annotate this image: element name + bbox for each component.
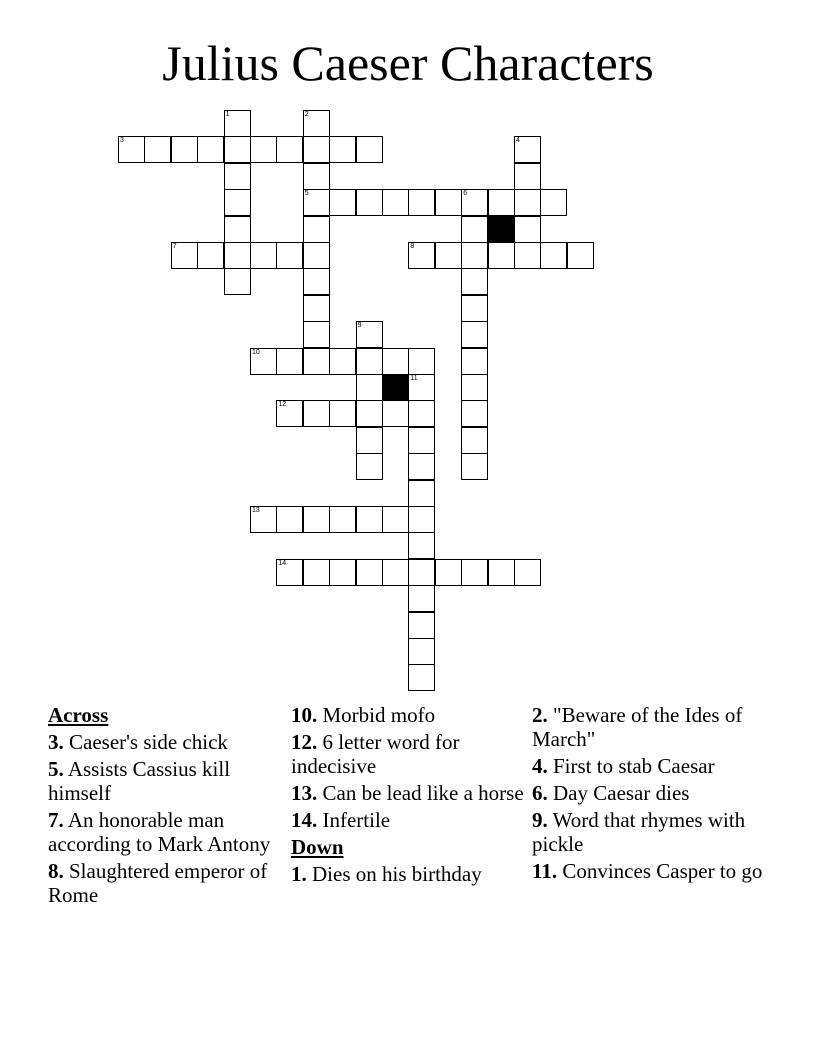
cell-number: 3 — [120, 137, 124, 145]
grid-cell[interactable] — [250, 136, 277, 163]
clue-column-1 — [48, 703, 286, 910]
clue-across-10: 10. Morbid mofo — [291, 703, 436, 727]
grid-cell[interactable] — [276, 559, 303, 586]
grid-cell[interactable] — [224, 136, 251, 163]
grid-cell[interactable] — [488, 189, 515, 216]
black-cell — [382, 374, 409, 401]
grid-cell[interactable] — [303, 242, 330, 269]
grid-cell[interactable] — [224, 110, 251, 137]
grid-cell[interactable] — [461, 559, 488, 586]
grid-cell[interactable] — [461, 321, 488, 348]
grid-cell[interactable] — [303, 400, 330, 427]
grid-cell[interactable] — [461, 400, 488, 427]
clue-column-3 — [532, 703, 768, 886]
grid-cell[interactable] — [461, 453, 488, 480]
down-heading: Down — [291, 835, 344, 859]
grid-cell[interactable] — [408, 400, 435, 427]
grid-cell[interactable] — [171, 136, 198, 163]
clue-across-3: 3. Caeser's side chick — [48, 730, 228, 754]
grid-cell[interactable] — [514, 163, 541, 190]
cell-number: 5 — [304, 190, 309, 198]
grid-cell[interactable] — [382, 348, 409, 375]
grid-cell[interactable] — [329, 189, 356, 216]
grid-cell[interactable] — [356, 321, 383, 348]
grid-cell[interactable] — [303, 506, 330, 533]
grid-cell[interactable] — [356, 559, 383, 586]
grid-cell[interactable] — [461, 295, 488, 322]
grid-cell[interactable] — [276, 506, 303, 533]
across-heading: Across — [48, 703, 109, 727]
grid-cell[interactable] — [435, 559, 462, 586]
cell-number: 4 — [516, 137, 520, 145]
cell-number: 12 — [278, 401, 287, 409]
grid-cell[interactable] — [303, 321, 330, 348]
grid-cell[interactable] — [276, 242, 303, 269]
grid-cell[interactable] — [356, 506, 383, 533]
grid-cell[interactable] — [224, 242, 251, 269]
grid-cell[interactable] — [488, 559, 515, 586]
clue-down-1: 1. Dies on his birthday — [291, 862, 482, 886]
grid-cell[interactable] — [408, 532, 435, 559]
grid-cell[interactable] — [303, 216, 330, 243]
grid-cell[interactable] — [303, 110, 330, 137]
grid-cell[interactable] — [144, 136, 171, 163]
grid-cell[interactable] — [276, 400, 303, 427]
cell-number: 8 — [410, 243, 415, 250]
grid-cell[interactable] — [329, 559, 356, 586]
grid-cell[interactable] — [435, 189, 462, 216]
puzzle-title: Julius Caeser Characters — [162, 35, 654, 91]
clue-across-7: 7. An honorable man according to Mark Antony — [48, 808, 271, 856]
grid-cell[interactable] — [408, 374, 435, 401]
grid-cell[interactable] — [303, 268, 330, 295]
grid-cell[interactable] — [197, 136, 224, 163]
cell-number: 11 — [410, 375, 418, 382]
grid-cell[interactable] — [382, 506, 409, 533]
grid-cell[interactable] — [303, 163, 330, 190]
grid-cell[interactable] — [329, 506, 356, 533]
grid-cell[interactable] — [408, 559, 435, 586]
grid-cell[interactable] — [382, 189, 409, 216]
grid-cell[interactable] — [408, 585, 435, 612]
clue-down-2: 2. "Beware of the Ides of March" — [532, 703, 743, 751]
cell-number: 14 — [278, 559, 287, 567]
grid-cell[interactable] — [303, 295, 330, 322]
grid-cell[interactable] — [514, 559, 541, 586]
grid-cell[interactable] — [250, 506, 277, 533]
grid-cell[interactable] — [303, 559, 330, 586]
grid-cell[interactable] — [408, 242, 435, 269]
cell-number: 7 — [172, 243, 177, 250]
grid-cell[interactable] — [118, 136, 145, 163]
grid-cell[interactable] — [171, 242, 198, 269]
cell-number: 6 — [463, 190, 468, 198]
grid-cell[interactable] — [382, 400, 409, 427]
black-cell — [488, 216, 515, 243]
grid-cell[interactable] — [514, 189, 541, 216]
grid-cell[interactable] — [276, 348, 303, 375]
grid-cell[interactable] — [356, 453, 383, 480]
clue-down-6: 6. Day Caesar dies — [532, 781, 690, 805]
grid-cell[interactable] — [514, 242, 541, 269]
grid-cell[interactable] — [329, 348, 356, 375]
grid-cell[interactable] — [356, 427, 383, 454]
grid-cell[interactable] — [461, 374, 488, 401]
grid-cell[interactable] — [488, 242, 515, 269]
clue-across-14: 14. Infertile — [291, 808, 391, 832]
grid-cell[interactable] — [250, 348, 277, 375]
grid-cell[interactable] — [408, 453, 435, 480]
grid-cell[interactable] — [329, 400, 356, 427]
grid-cell[interactable] — [408, 506, 435, 533]
grid-cell[interactable] — [276, 136, 303, 163]
grid-cell[interactable] — [197, 242, 224, 269]
grid-cell[interactable] — [461, 427, 488, 454]
grid-cell[interactable] — [303, 189, 330, 216]
grid-cell[interactable] — [224, 268, 251, 295]
cell-number: 13 — [252, 507, 260, 514]
grid-cell[interactable] — [250, 242, 277, 269]
grid-cell[interactable] — [567, 242, 594, 269]
grid-cell[interactable] — [540, 189, 567, 216]
cell-number: 1 — [225, 111, 230, 118]
clue-down-4: 4. First to stab Caesar — [532, 754, 715, 778]
grid-cell[interactable] — [356, 189, 383, 216]
grid-cell[interactable] — [356, 136, 383, 163]
clue-column-2 — [291, 703, 527, 889]
clue-across-13: 13. Can be lead like a horse — [291, 781, 524, 805]
grid-cell[interactable] — [408, 427, 435, 454]
grid-cell[interactable] — [461, 268, 488, 295]
grid-cell[interactable] — [356, 348, 383, 375]
grid-cell[interactable] — [461, 242, 488, 269]
clue-down-9: 9. Word that rhymes with pickle — [532, 808, 746, 856]
grid-cell[interactable] — [408, 664, 435, 691]
clue-across-5: 5. Assists Cassius kill himself — [48, 757, 231, 805]
grid-cell[interactable] — [408, 348, 435, 375]
grid-cell[interactable] — [514, 216, 541, 243]
grid-cell[interactable] — [303, 348, 330, 375]
grid-cell[interactable] — [382, 559, 409, 586]
grid-cell[interactable] — [514, 136, 541, 163]
grid-cell[interactable] — [408, 189, 435, 216]
grid-cell[interactable] — [408, 638, 435, 665]
grid-cell[interactable] — [303, 136, 330, 163]
grid-cell[interactable] — [461, 189, 488, 216]
grid-cell[interactable] — [461, 216, 488, 243]
grid-cell[interactable] — [408, 480, 435, 507]
grid-cell[interactable] — [356, 400, 383, 427]
clue-down-11: 11. Convinces Casper to go — [532, 859, 763, 883]
cell-number: 2 — [304, 111, 309, 118]
grid-cell[interactable] — [435, 242, 462, 269]
clue-across-12: 12. 6 letter word for indecisive — [291, 730, 460, 778]
grid-cell[interactable] — [224, 189, 251, 216]
grid-cell[interactable] — [329, 136, 356, 163]
grid-cell[interactable] — [356, 374, 383, 401]
cell-number: 10 — [252, 348, 260, 356]
grid-cell[interactable] — [408, 612, 435, 639]
clue-across-8: 8. Slaughtered emperor of Rome — [48, 859, 268, 907]
grid-cell[interactable] — [461, 348, 488, 375]
grid-cell[interactable] — [224, 216, 251, 243]
grid-cell[interactable] — [540, 242, 567, 269]
grid-cell[interactable] — [224, 163, 251, 190]
cell-number: 9 — [357, 322, 362, 330]
